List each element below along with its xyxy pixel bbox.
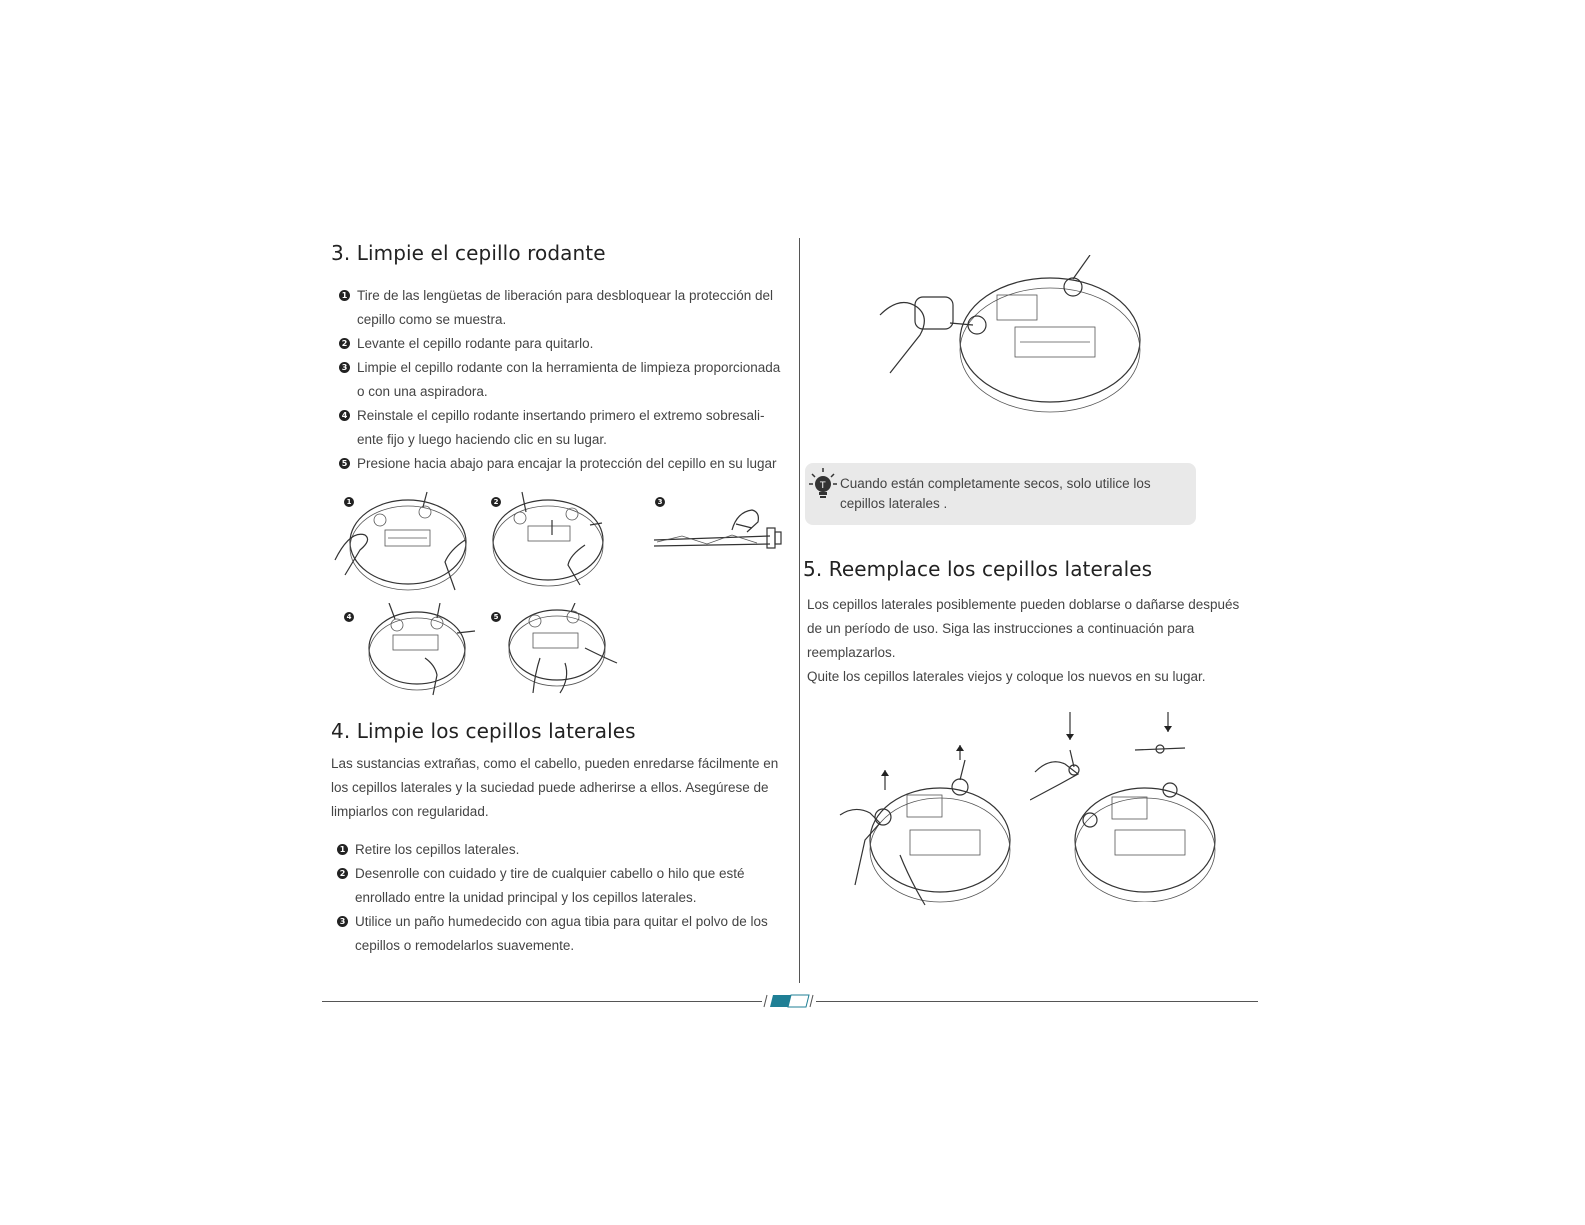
section4-title: 4. Limpie los cepillos laterales bbox=[331, 719, 636, 743]
figure-label-1: 1 bbox=[344, 497, 354, 507]
tip-text bbox=[840, 474, 1151, 514]
step-text: Tire de las lengüetas de liberación para desbloquear la protección del bbox=[357, 288, 774, 303]
tip-line: Cuando están completamente secos, solo utilice los bbox=[840, 476, 1151, 491]
paragraph-line: de un período de uso. Siga las instrucciones a continuación para bbox=[807, 621, 1195, 636]
step-text: Limpie el cepillo rodante con la herramienta de limpieza proporcionada bbox=[357, 360, 781, 375]
column-divider bbox=[799, 238, 800, 983]
brush-cleaning-illustration bbox=[652, 500, 787, 565]
step-number: 3 bbox=[337, 916, 348, 927]
list-item bbox=[329, 838, 799, 862]
footer-rule-left bbox=[322, 1001, 762, 1002]
list-item bbox=[331, 452, 801, 476]
paragraph-line: reemplazarlos. bbox=[807, 645, 896, 660]
paragraph-line: Las sustancias extrañas, como el cabello, pueden enredarse fácilmente en bbox=[331, 756, 779, 771]
figure-label-2: 2 bbox=[491, 497, 501, 507]
figure-label-5: 5 bbox=[491, 612, 501, 622]
step-text: Retire los cepillos laterales. bbox=[355, 842, 520, 857]
list-item bbox=[331, 356, 801, 404]
paragraph-line: los cepillos laterales y la suciedad puede adherirse a ellos. Asegúrese de bbox=[331, 780, 769, 795]
figure-label-3: 3 bbox=[655, 497, 665, 507]
list-item bbox=[329, 862, 799, 910]
lightbulb-icon bbox=[808, 466, 838, 506]
step-text-cont: cepillos o remodelarlos suavemente. bbox=[355, 938, 575, 953]
page-indicator bbox=[762, 993, 818, 1009]
svg-text:T: T bbox=[820, 481, 826, 491]
list-item bbox=[331, 404, 801, 452]
section3-steps bbox=[331, 284, 801, 476]
step-text-cont: o con una aspiradora. bbox=[357, 384, 488, 399]
section5-title: 5. Reemplace los cepillos laterales bbox=[803, 557, 1153, 581]
list-item bbox=[331, 284, 801, 332]
step-text: Levante el cepillo rodante para quitarlo. bbox=[357, 336, 594, 351]
robot-side-brush-cleaning-illustration bbox=[875, 255, 1155, 425]
list-item bbox=[331, 332, 801, 356]
robot-install-side-brush-illustration bbox=[1030, 712, 1220, 902]
step-number: 2 bbox=[337, 868, 348, 879]
step-text-cont: enrollado entre la unidad principal y los cepillos laterales. bbox=[355, 890, 697, 905]
step-text-cont: ente fijo y luego haciendo clic en su lugar. bbox=[357, 432, 607, 447]
paragraph-line: limpiarlos con regularidad. bbox=[331, 804, 489, 819]
section3-title: 3. Limpie el cepillo rodante bbox=[331, 241, 606, 265]
step-text: Utilice un paño humedecido con agua tibia para quitar el polvo de los bbox=[355, 914, 768, 929]
step-number: 2 bbox=[339, 338, 350, 349]
step-number: 1 bbox=[337, 844, 348, 855]
paragraph-line: Los cepillos laterales posiblemente pueden doblarse o dañarse después bbox=[807, 597, 1240, 612]
robot-illustration-step1 bbox=[330, 490, 480, 600]
footer-rule-right bbox=[816, 1001, 1258, 1002]
step-number: 3 bbox=[339, 362, 350, 373]
step-text: Presione hacia abajo para encajar la protección del cepillo en su lugar bbox=[357, 456, 777, 471]
step-text: Desenrolle con cuidado y tire de cualquier cabello o hilo que esté bbox=[355, 866, 745, 881]
paragraph-line: Quite los cepillos laterales viejos y coloque los nuevos en su lugar. bbox=[807, 669, 1206, 684]
robot-illustration-step4 bbox=[365, 603, 480, 698]
robot-illustration-step2 bbox=[490, 490, 620, 590]
section4-steps bbox=[329, 838, 799, 958]
step-number: 4 bbox=[339, 410, 350, 421]
step-number: 5 bbox=[339, 458, 350, 469]
tip-line: cepillos laterales . bbox=[840, 496, 948, 511]
figure-label-4: 4 bbox=[344, 612, 354, 622]
robot-illustration-step5 bbox=[505, 603, 625, 698]
list-item bbox=[329, 910, 799, 958]
step-text: Reinstale el cepillo rodante insertando primero el extremo sobresali- bbox=[357, 408, 765, 423]
step-number: 1 bbox=[339, 290, 350, 301]
robot-remove-side-brush-illustration bbox=[825, 745, 1020, 915]
section5-body bbox=[807, 593, 1267, 689]
step-text-cont: cepillo como se muestra. bbox=[357, 312, 507, 327]
section4-intro bbox=[331, 752, 801, 824]
